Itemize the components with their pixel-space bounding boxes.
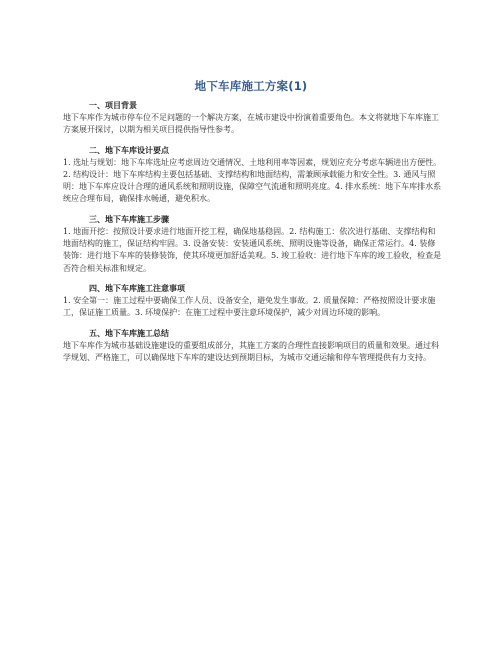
section-paragraph: 1. 选址与规划：地下车库选址应考虑周边交通情况、土地利用率等因素，规划应充分考虑车辆进出方便性。2. 结构设计：地下车库结构主要包括基础、支撑结构和地面结构，需兼顾承载能力和安全性。3. 通风与照明：地下车库应设计合理的通风系统和照明设施，保障空气流通和照明亮度。4. 排水系统：地下车库排水系统应合理布局，确保排水畅通，避免积水。 (63, 157, 442, 204)
section-background (63, 100, 443, 137)
section-paragraph: 1. 安全第一：施工过程中要确保工作人员、设备安全，避免发生事故。2. 质量保障：严格按照设计要求施工，保证施工质量。3. 环境保护：在施工过程中要注意环境保护，减少对周边环境的影响。 (63, 295, 436, 318)
section-paragraph: 1. 地面开挖：按照设计要求进行地面开挖工程，确保地基稳固。2. 结构施工：依次进行基础、支撑结构和地面结构的施工，保证结构牢固。3. 设备安装：安装通风系统、照明设施等设备，确保正常运行。4. 装修装饰：进行地下车库的装修装饰，使其环境更加舒适美观。5. 竣工验收：进行地下车库的竣工验收，检查是否符合相关标准和规定。 (63, 226, 442, 273)
section-heading: 五、地下车库施工总结 (89, 328, 169, 338)
section-paragraph: 地下车库作为城市基础设施建设的重要组成部分，其施工方案的合理性直接影响项目的质量和效果。通过科学规划、严格施工，可以确保地下车库的建设达到预期目标，为城市交通运输和停车管理提供有力支持。 (63, 340, 439, 362)
section-construction-steps (63, 214, 443, 275)
section-heading: 二、地下车库设计要点 (89, 145, 169, 155)
section-heading: 四、地下车库施工注意事项 (89, 283, 185, 293)
section-heading: 三、地下车库施工步骤 (89, 214, 169, 224)
section-design-points (63, 145, 443, 206)
section-summary (63, 328, 443, 365)
document-title: 地下车库施工方案(1) (194, 79, 308, 93)
section-paragraph: 地下车库作为城市停车位不足问题的一个解决方案，在城市建设中扮演着重要角色。本文将就地下车库施工方案展开探讨，以期为相关项目提供指导性参考。 (63, 113, 439, 135)
section-heading: 一、项目背景 (89, 101, 137, 110)
section-precautions (63, 283, 443, 320)
document-body (63, 100, 443, 372)
